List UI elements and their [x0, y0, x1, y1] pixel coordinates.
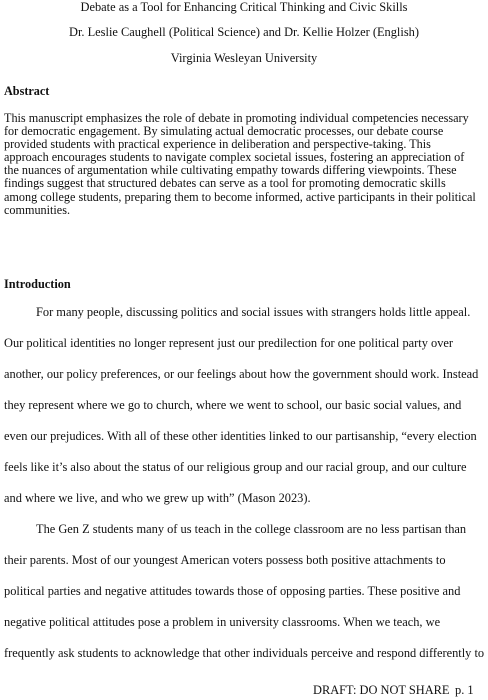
abstract-line: approach encourages students to navigate complex societal issues, fostering an appreciation of [4, 150, 465, 165]
introduction-line: and where we live, and who we grew up with” (Mason 2023). [4, 491, 311, 505]
paper-affiliation: Virginia Wesleyan University [170, 51, 318, 65]
draft-notice: DRAFT: DO NOT SHARE [313, 683, 450, 697]
introduction-line: their parents. Most of our youngest American voters possess both positive attachments to [4, 553, 446, 567]
introduction-line: feels like it’s also about the status of our religious group and our racial group, and our culture [4, 460, 467, 474]
abstract-line: provided students with practical experience in deliberation and perspective-taking. This [4, 137, 431, 152]
abstract-line: This manuscript emphasizes the role of debate in promoting individual competencies necessary [4, 111, 469, 125]
abstract-line: findings suggest that structured debates can serve as a tool for promoting democratic skills [4, 176, 446, 191]
page-number: p. 1 [455, 683, 474, 697]
paper-title: Debate as a Tool for Enhancing Critical Thinking and Civic Skills [80, 0, 408, 14]
introduction-line: even our prejudices. With all of these other identities linked to our partisanship, “every election [4, 429, 477, 443]
abstract-heading: Abstract [4, 84, 50, 98]
abstract-line: among college students, preparing them to become informed, active participants in their political [4, 189, 476, 204]
introduction-line: The Gen Z students many of us teach in the college classroom are no less partisan than [36, 522, 467, 536]
abstract-line: for democratic engagement. By simulating actual democratic processes, our debate course [4, 124, 444, 139]
introduction-line: For many people, discussing politics and social issues with strangers holds little appeal. [36, 305, 471, 319]
introduction-line: Our political identities no longer represent just our predilection for one political party over [4, 336, 454, 350]
introduction-line: negative political attitudes pose a problem in university classrooms. When we teach, we [4, 615, 441, 629]
introduction-line: political parties and negative attitudes towards those of opposing parties. These positive and [4, 584, 461, 598]
introduction-line: they represent where we go to church, where we went to school, our basic social values, and [4, 398, 462, 412]
introduction-heading: Introduction [4, 277, 71, 291]
introduction-line: another, our policy preferences, or our feelings about how the government should work. Instead [4, 367, 479, 381]
introduction-line: frequently ask students to acknowledge that other individuals perceive and respond differently to [4, 646, 485, 660]
abstract-line: the nuances of argumentation while cultivating empathy towards differing viewpoints. These [4, 163, 457, 178]
abstract-paragraph [4, 112, 488, 217]
abstract-line: communities. [4, 202, 71, 217]
paper-authors: Dr. Leslie Caughell (Political Science) and Dr. Kellie Holzer (English) [69, 25, 419, 39]
